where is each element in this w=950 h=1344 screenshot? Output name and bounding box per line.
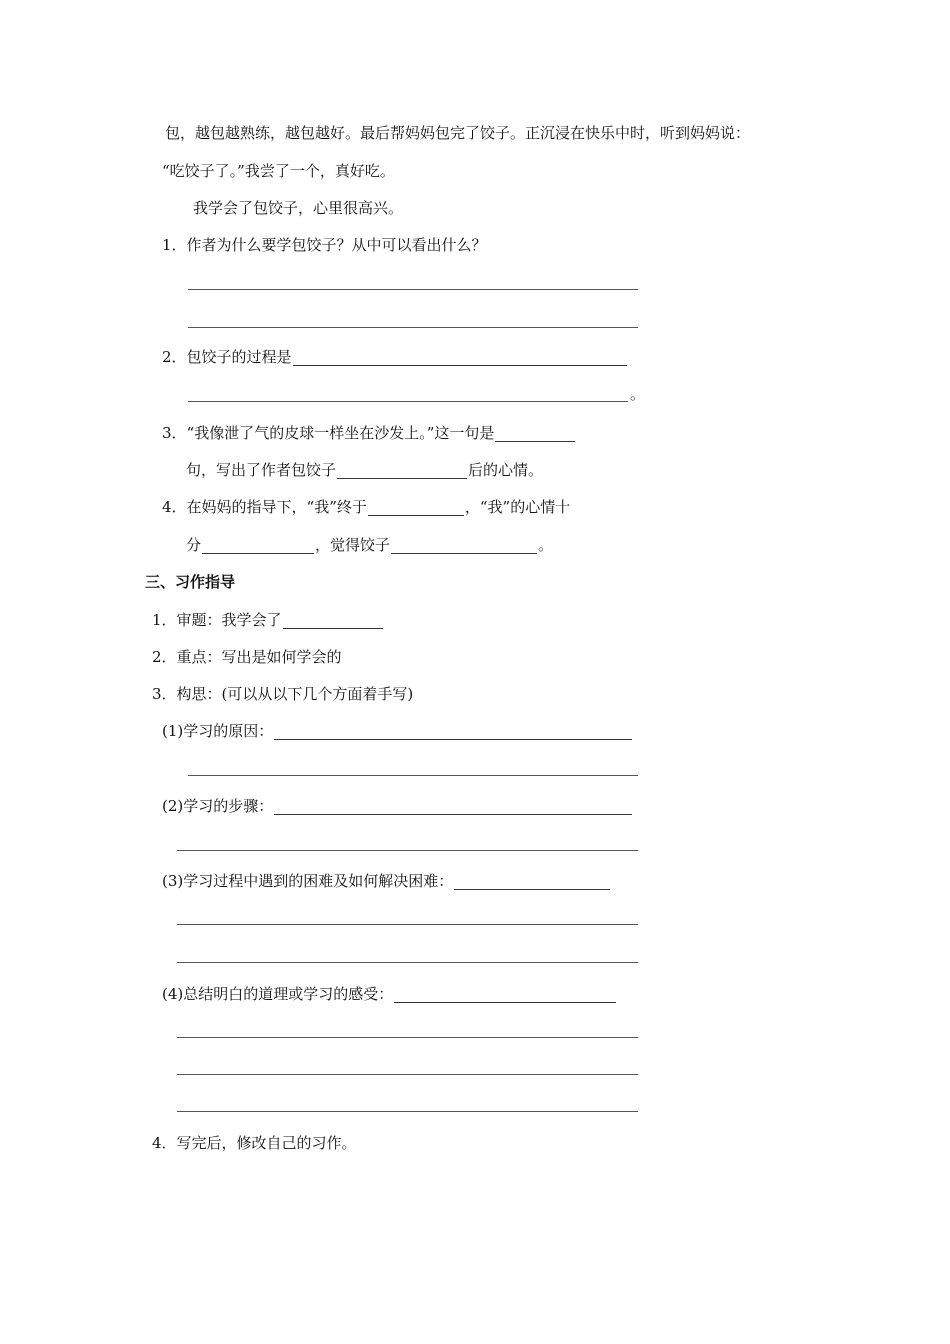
question-4-text-b: ，“我”的心情十 bbox=[464, 498, 571, 516]
sub-item-3-text: (3)学习过程中遇到的困难及如何解决困难： bbox=[162, 872, 454, 890]
sub-item-4-blank[interactable] bbox=[394, 987, 616, 1003]
section-3-heading: 三、习作指导 bbox=[145, 573, 236, 591]
question-4-text-d: ，觉得饺子 bbox=[315, 536, 391, 554]
sub-item-2 bbox=[162, 797, 633, 815]
passage-line-2: “吃饺子了。”我尝了一个，真好吃。 bbox=[162, 162, 395, 180]
sub-item-1-blank[interactable] bbox=[274, 724, 632, 740]
question-4-line-2 bbox=[186, 536, 553, 554]
question-4-text-c: 分 bbox=[186, 536, 202, 554]
sub-item-3-answer-line-2[interactable] bbox=[177, 962, 638, 963]
item-2-number: 2． bbox=[152, 648, 177, 666]
item-1 bbox=[152, 611, 384, 629]
question-2-number: 2． bbox=[162, 348, 187, 366]
sub-item-1 bbox=[162, 722, 633, 740]
question-2-blank-1[interactable] bbox=[293, 350, 627, 366]
item-4-text: 写完后，修改自己的习作。 bbox=[176, 1134, 357, 1152]
question-2 bbox=[162, 348, 628, 366]
sub-item-1-text: (1)学习的原因： bbox=[162, 722, 274, 740]
question-4-number: 4． bbox=[162, 498, 187, 516]
sub-item-4-answer-line-3[interactable] bbox=[177, 1111, 638, 1112]
item-4-number: 4． bbox=[152, 1134, 177, 1152]
sub-item-4-answer-line-2[interactable] bbox=[177, 1074, 638, 1075]
question-1-answer-line-1[interactable] bbox=[188, 289, 638, 290]
sub-item-3 bbox=[162, 872, 611, 890]
item-1-blank[interactable] bbox=[283, 613, 383, 629]
sub-item-1-answer-line[interactable] bbox=[188, 775, 638, 776]
question-4-blank-1[interactable] bbox=[368, 500, 464, 516]
question-3-line-2 bbox=[186, 461, 543, 479]
question-4-blank-2[interactable] bbox=[202, 538, 314, 554]
sub-item-2-text: (2)学习的步骤： bbox=[162, 797, 274, 815]
question-3-text-c: 后的心情。 bbox=[468, 461, 544, 479]
sub-item-4-text: (4)总结明白的道理或学习的感受： bbox=[162, 985, 394, 1003]
sub-item-4-answer-line-1[interactable] bbox=[177, 1037, 638, 1038]
sub-item-2-blank[interactable] bbox=[274, 799, 632, 815]
question-2-end-mark: 。 bbox=[630, 385, 646, 403]
item-3-text: 构思：(可以从以下几个方面着手写) bbox=[176, 685, 414, 703]
question-3-line-1 bbox=[162, 424, 576, 442]
question-2-answer-line[interactable] bbox=[188, 401, 628, 402]
item-3-number: 3． bbox=[152, 685, 177, 703]
sub-item-2-answer-line[interactable] bbox=[177, 850, 638, 851]
question-1-number: 1． bbox=[162, 236, 187, 254]
question-3-blank-1[interactable] bbox=[495, 426, 575, 442]
question-4-end-mark: 。 bbox=[538, 536, 554, 554]
question-4-line-1 bbox=[162, 498, 570, 516]
question-3-text-a: “我像泄了气的皮球一样坐在沙发上。”这一句是 bbox=[186, 424, 495, 442]
item-1-text: 审题：我学会了 bbox=[176, 611, 282, 629]
question-1 bbox=[162, 236, 487, 254]
sub-item-3-blank[interactable] bbox=[454, 874, 610, 890]
question-3-text-b: 句，写出了作者包饺子 bbox=[186, 461, 337, 479]
question-4-blank-3[interactable] bbox=[391, 538, 537, 554]
question-1-text: 作者为什么要学包饺子？从中可以看出什么？ bbox=[186, 236, 487, 254]
passage-line-3: 我学会了包饺子，心里很高兴。 bbox=[193, 199, 404, 217]
item-2-text: 重点：写出是如何学会的 bbox=[176, 648, 342, 666]
sub-item-3-answer-line-1[interactable] bbox=[177, 924, 638, 925]
question-1-answer-line-2[interactable] bbox=[188, 327, 638, 328]
question-3-blank-2[interactable] bbox=[337, 463, 467, 479]
sub-item-4 bbox=[162, 985, 617, 1003]
passage-line-1: 包，越包越熟练，越包越好。最后帮妈妈包完了饺子。正沉浸在快乐中时，听到妈妈说： bbox=[165, 124, 751, 142]
question-4-text-a: 在妈妈的指导下，“我”终于 bbox=[186, 498, 367, 516]
question-2-text: 包饺子的过程是 bbox=[186, 348, 292, 366]
item-1-number: 1． bbox=[152, 611, 177, 629]
item-3 bbox=[152, 685, 413, 703]
question-3-number: 3． bbox=[162, 424, 187, 442]
item-2 bbox=[152, 648, 342, 666]
item-4 bbox=[152, 1134, 357, 1152]
